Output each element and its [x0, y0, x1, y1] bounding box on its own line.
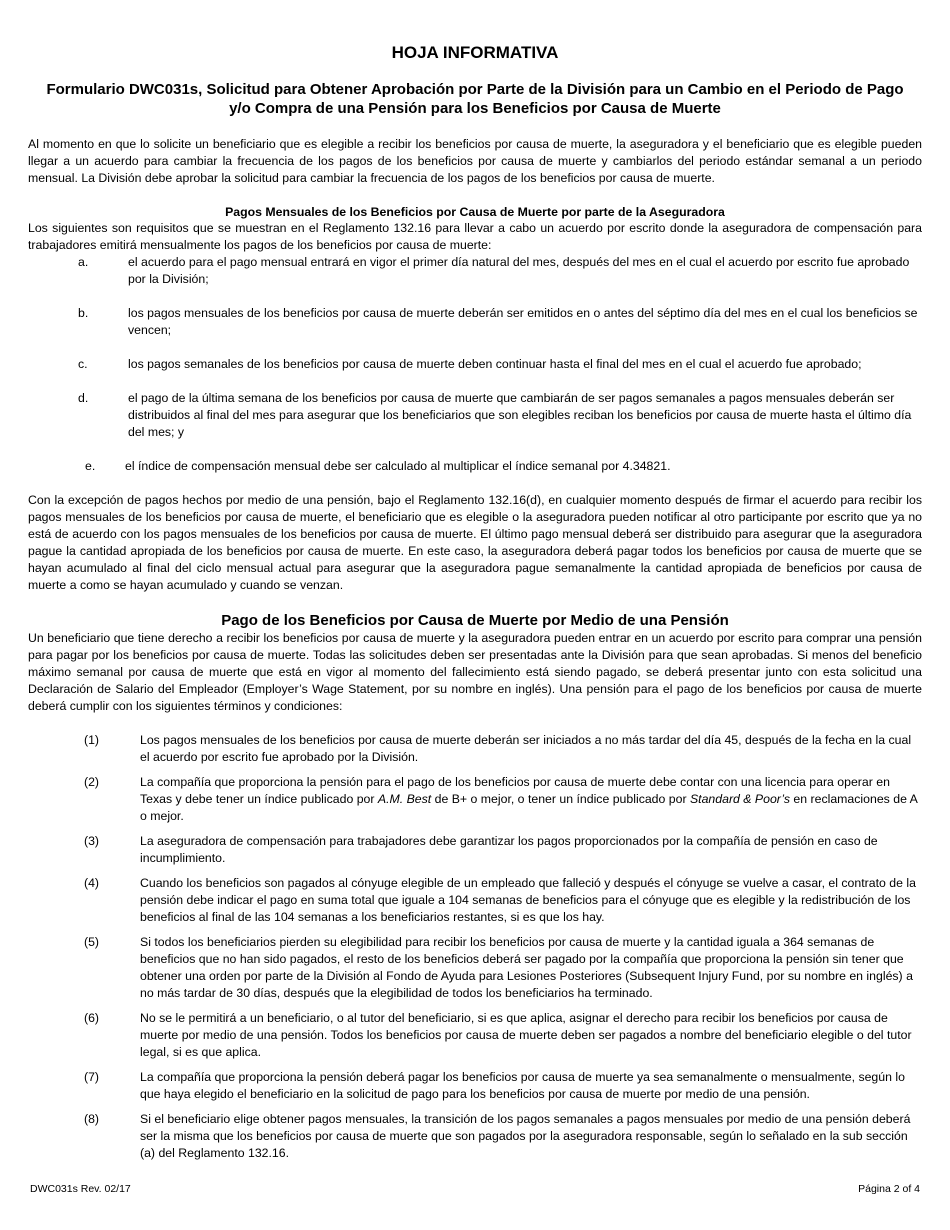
monthly-requirements-list — [28, 254, 922, 475]
intro-paragraph: Al momento en que lo solicite un beneficiario que es elegible a recibir los beneficios por causa de muerte, la aseguradora y el beneficiario que es elegible pueden llegar a un acuerdo para cambiar la frecuencia de los pagos de los beneficios por causa de muerte y cambiarlos del periodo estándar semanal a un periodo mensual. La División debe aprobar la solicitud para cambiar la frecuencia de los pagos de los beneficios por causa de muerte. — [28, 137, 922, 185]
list-marker: (1) — [84, 733, 100, 747]
list-item — [28, 254, 922, 288]
list-item — [28, 875, 922, 926]
list-item-text: el acuerdo para el pago mensual entrará en vigor el primer día natural del mes, después del mes en el cual el acuerdo por escrito fue aprobado por la División; — [128, 255, 910, 286]
list-item-text: los pagos mensuales de los beneficios por causa de muerte deberán ser emitidos en o antes del séptimo día del mes en el cual los beneficios se vencen; — [128, 306, 918, 337]
monthly-section-closing: Con la excepción de pagos hechos por medio de una pensión, bajo el Reglamento 132.16(d), en cualquier momento después de firmar el acuerdo para recibir los pagos mensuales de los beneficios por causa de muerte, el beneficiario que es elegible o la aseguradora pueden notificar al otro participante por escrito que ya no está de acuerdo con los pagos mensuales de los beneficios por causa de muerte. El último pago mensual deberá ser distribuido para asegurar que la aseguradora pague la cantidad apropiada de los beneficios por causa de muerte. En este caso, la aseguradora deberá pagar todos los beneficios por causa de muerte que se hayan acumulado al final del ciclo mensual actual para asegurar que la aseguradora pague semanalmente la cantidad apropiada de beneficios por causa de muerte a como se hayan acumulado y cuando se venzan. — [28, 493, 922, 592]
pension-section-heading: Pago de los Beneficios por Causa de Muerte por Medio de una Pensión — [221, 612, 729, 629]
list-marker: (6) — [84, 1011, 100, 1025]
list-marker: (3) — [84, 834, 100, 848]
monthly-section-heading: Pagos Mensuales de los Beneficios por Causa de Muerte por parte de la Aseguradora — [225, 205, 725, 219]
list-item-text: los pagos semanales de los beneficios por causa de muerte deben continuar hasta el final del mes en el cual el acuerdo fue aprobado; — [128, 357, 862, 371]
list-item-text: Si todos los beneficiarios pierden su elegibilidad para recibir los beneficios por causa de muerte y la cantidad iguala a 364 semanas de beneficios que no han sido pagados, el resto de los beneficios deberá ser pagado por la compañía que proporciona la pensión sin tener que obtener una orden por parte de la División al Fondo de Ayuda para Lesiones Posteriores (Subsequent Injury Fund, por su nombre en inglés) a no más tardar de 30 días, después que la elegibilidad de todos los beneficiarios ha terminado. — [140, 935, 913, 1000]
rating-agency-name: A.M. Best — [377, 792, 432, 806]
text-segment: de B+ o mejor, o tener un índice publicado por — [431, 792, 690, 806]
list-item — [28, 732, 922, 766]
list-marker: (2) — [84, 775, 100, 789]
list-item — [28, 390, 922, 441]
pension-terms-list — [28, 732, 922, 1162]
list-item-text — [140, 774, 922, 825]
list-item-text: el índice de compensación mensual debe ser calculado al multiplicar el índice semanal por 4.34821. — [125, 459, 671, 473]
list-item-text: Los pagos mensuales de los beneficios por causa de muerte deberán ser iniciados a no más tardar del día 45, después de la fecha en la cual el acuerdo por escrito fue aprobado por la División. — [140, 733, 912, 764]
form-revision: DWC031s Rev. 02/17 — [30, 1183, 131, 1195]
list-marker: (5) — [84, 935, 100, 949]
list-item — [28, 356, 922, 373]
list-item — [28, 305, 922, 339]
list-item — [28, 833, 922, 867]
list-marker: (7) — [84, 1070, 100, 1084]
list-item-text: Si el beneficiario elige obtener pagos mensuales, la transición de los pagos semanales a pagos mensuales por medio de una pensión deberá ser la misma que los beneficios por causa de muerte que son pagados por la aseguradora responsable, según lo señalado en la sub sección (a) del Reglamento 132.16. — [140, 1112, 911, 1160]
list-item-text: el pago de la última semana de los beneficios por causa de muerte que cambiarán de ser pagos semanales a pagos mensuales deberán ser distribuidos al final del mes para asegurar que los beneficiarios que son elegibles reciban los beneficios por causa de muerte hasta el último día del mes; y — [128, 391, 912, 439]
text-segment: La compañía que proporciona la pensión para el pago de los beneficios por causa de muerte debe contar con una licencia para operar en Texas y debe tener un índice publicado por — [140, 775, 890, 806]
list-item — [28, 1010, 922, 1061]
list-item-text: La aseguradora de compensación para trabajadores debe garantizar los pagos proporcionados por la compañía de pensión en caso de incumplimiento. — [140, 834, 878, 865]
list-item — [28, 1069, 922, 1103]
list-item — [28, 1111, 922, 1162]
list-item-text: Cuando los beneficios son pagados al cónyuge elegible de un empleado que falleció y después el cónyuge se vuelve a casar, el contrato de la pensión debe indicar el pago en suma total que iguale a 104 semanas de beneficios para el cónyuge que es elegible y la redistribución de los beneficios al final de las 104 semanas a los beneficiarios restantes, si es que los hay. — [140, 876, 916, 924]
text-segment: en reclamaciones de A o mejor. — [140, 792, 918, 823]
page-number: Página 2 of 4 — [858, 1183, 920, 1195]
list-item-text: La compañía que proporciona la pensión deberá pagar los beneficios por causa de muerte ya sea semanalmente o mensualmente, según lo que haya elegido el beneficiario en la solicitud de pago para los beneficios por causa de muerte por medio de una pensión. — [140, 1070, 905, 1101]
rating-agency-name: Standard & Poor’s — [689, 792, 791, 806]
list-item-text: No se le permitirá a un beneficiario, o al tutor del beneficiario, si es que aplica, asignar el derecho para recibir los beneficios por causa de muerte por medio de una pensión. Todos los beneficios por causa de muerte deben ser pagados a nombre del beneficiario elegible o del tutor legal, si es que aplica. — [140, 1011, 912, 1059]
form-title: Formulario DWC031s, Solicitud para Obtener Aprobación por Parte de la División para un Cambio en el Periodo de Pago y/o Compra de una Pensión para los Beneficios por Causa de Muerte — [46, 81, 904, 117]
pension-section-intro: Un beneficiario que tiene derecho a recibir los beneficios por causa de muerte y la aseguradora pueden entrar en un acuerdo por escrito para comprar una pensión para pagar por los beneficios por causa de muerte. Todas las solicitudes deben ser presentadas ante la División para que sean aprobadas. Si menos del beneficio máximo semanal por causa de muerte que está en vigor al momento del fallecimiento está siendo pagado, se deberá presentar junto con esta solicitud una Declaración de Salario del Empleador (Employer’s Wage Statement, por su nombre en inglés). Una pensión para el pago de los beneficios por causa de muerte deberá cumplir con los siguientes términos y condiciones: — [28, 631, 922, 713]
list-marker: c. — [78, 357, 88, 371]
list-marker: d. — [78, 391, 89, 405]
list-item — [28, 934, 922, 1002]
page-footer — [30, 1181, 920, 1198]
list-marker: a. — [78, 255, 89, 269]
list-item — [28, 458, 922, 475]
document-title: HOJA INFORMATIVA — [391, 43, 559, 62]
list-item — [28, 774, 922, 825]
monthly-section-intro: Los siguientes son requisitos que se muestran en el Reglamento 132.16 para llevar a cabo un acuerdo por escrito donde la aseguradora de compensación para trabajadores emitirá mensualmente los pagos de los beneficios por causa de muerte: — [28, 221, 922, 252]
list-marker: b. — [78, 306, 89, 320]
list-marker: (4) — [84, 876, 100, 890]
list-marker: e. — [85, 459, 96, 473]
list-marker: (8) — [84, 1112, 100, 1126]
